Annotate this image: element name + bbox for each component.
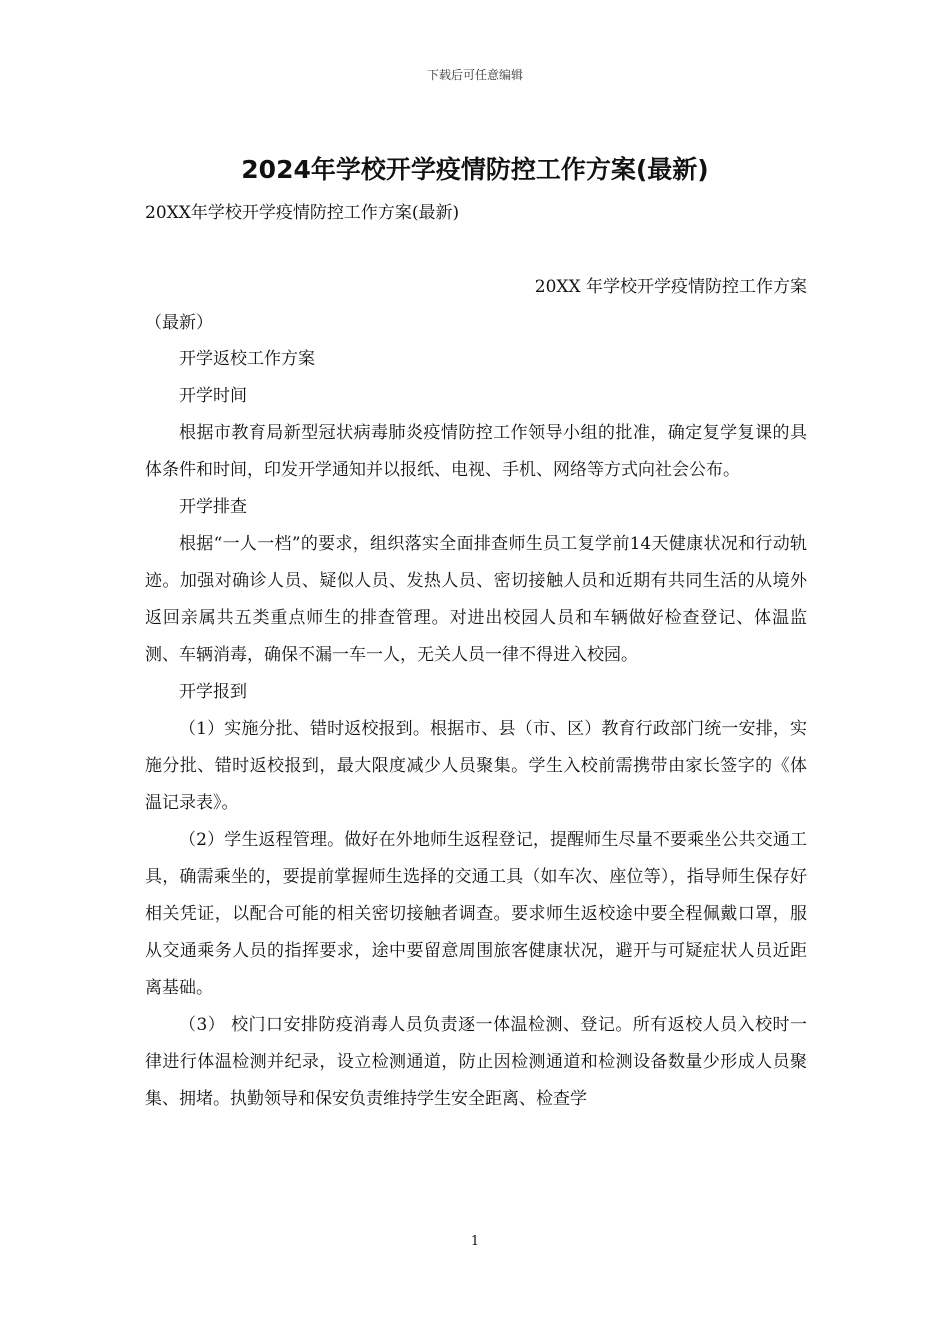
body-paragraph: （1）实施分批、错时返校报到。根据市、县（市、区）教育行政部门统一安排，实施分批、错时返校报到，最大限度减少人员聚集。学生入校前需携带由家长签字的《体温记录表》。 — [145, 719, 807, 813]
document-body — [145, 195, 807, 1118]
section-heading: 开学排查 — [179, 497, 247, 517]
body-paragraph: 根据市教育局新型冠状病毒肺炎疫情防控工作领导小组的批准，确定复学复课的具体条件和时间，印发开学通知并以报纸、电视、手机、网络等方式向社会公布。 — [145, 423, 807, 480]
right-heading-tail: （最新） — [145, 313, 213, 333]
section-heading: 开学时间 — [179, 386, 247, 406]
document-subtitle: 20XX年学校开学疫情防控工作方案(最新) — [145, 203, 460, 223]
header-note: 下载后可任意编辑 — [426, 68, 523, 82]
section-heading: 开学返校工作方案 — [179, 349, 315, 369]
right-aligned-heading: 20XX 年学校开学疫情防控工作方案 — [534, 277, 807, 297]
section-heading: 开学报到 — [179, 682, 247, 702]
body-paragraph: 根据“一人一档”的要求，组织落实全面排查师生员工复学前14天健康状况和行动轨迹。加强对确诊人员、疑似人员、发热人员、密切接触人员和近期有共同生活的从境外返回亲属共五类重点师生的排查管理。对进出校园人员和车辆做好检查登记、体温监测、车辆消毒，确保不漏一车一人，无关人员一律不得进入校园。 — [145, 534, 807, 665]
page-number: 1 — [470, 1234, 480, 1249]
body-paragraph: （3） 校门口安排防疫消毒人员负责逐一体温检测、登记。所有返校人员入校时一律进行体温检测并纪录，设立检测通道，防止因检测通道和检测设备数量少形成人员聚集、拥堵。执勤领导和保安负责维持学生安全距离、检查学 — [145, 1015, 807, 1109]
document-title: 2024年学校开学疫情防控工作方案(最新) — [241, 155, 709, 184]
blank-line — [145, 231, 807, 269]
body-paragraph: （2）学生返程管理。做好在外地师生返程登记，提醒师生尽量不要乘坐公共交通工具，确需乘坐的，要提前掌握师生选择的交通工具（如车次、座位等），指导师生保存好相关凭证，以配合可能的相关密切接触者调查。要求师生返校途中要全程佩戴口罩，服从交通乘务人员的指挥要求，途中要留意周围旅客健康状况，避开与可疑症状人员近距离基础。 — [145, 830, 807, 998]
